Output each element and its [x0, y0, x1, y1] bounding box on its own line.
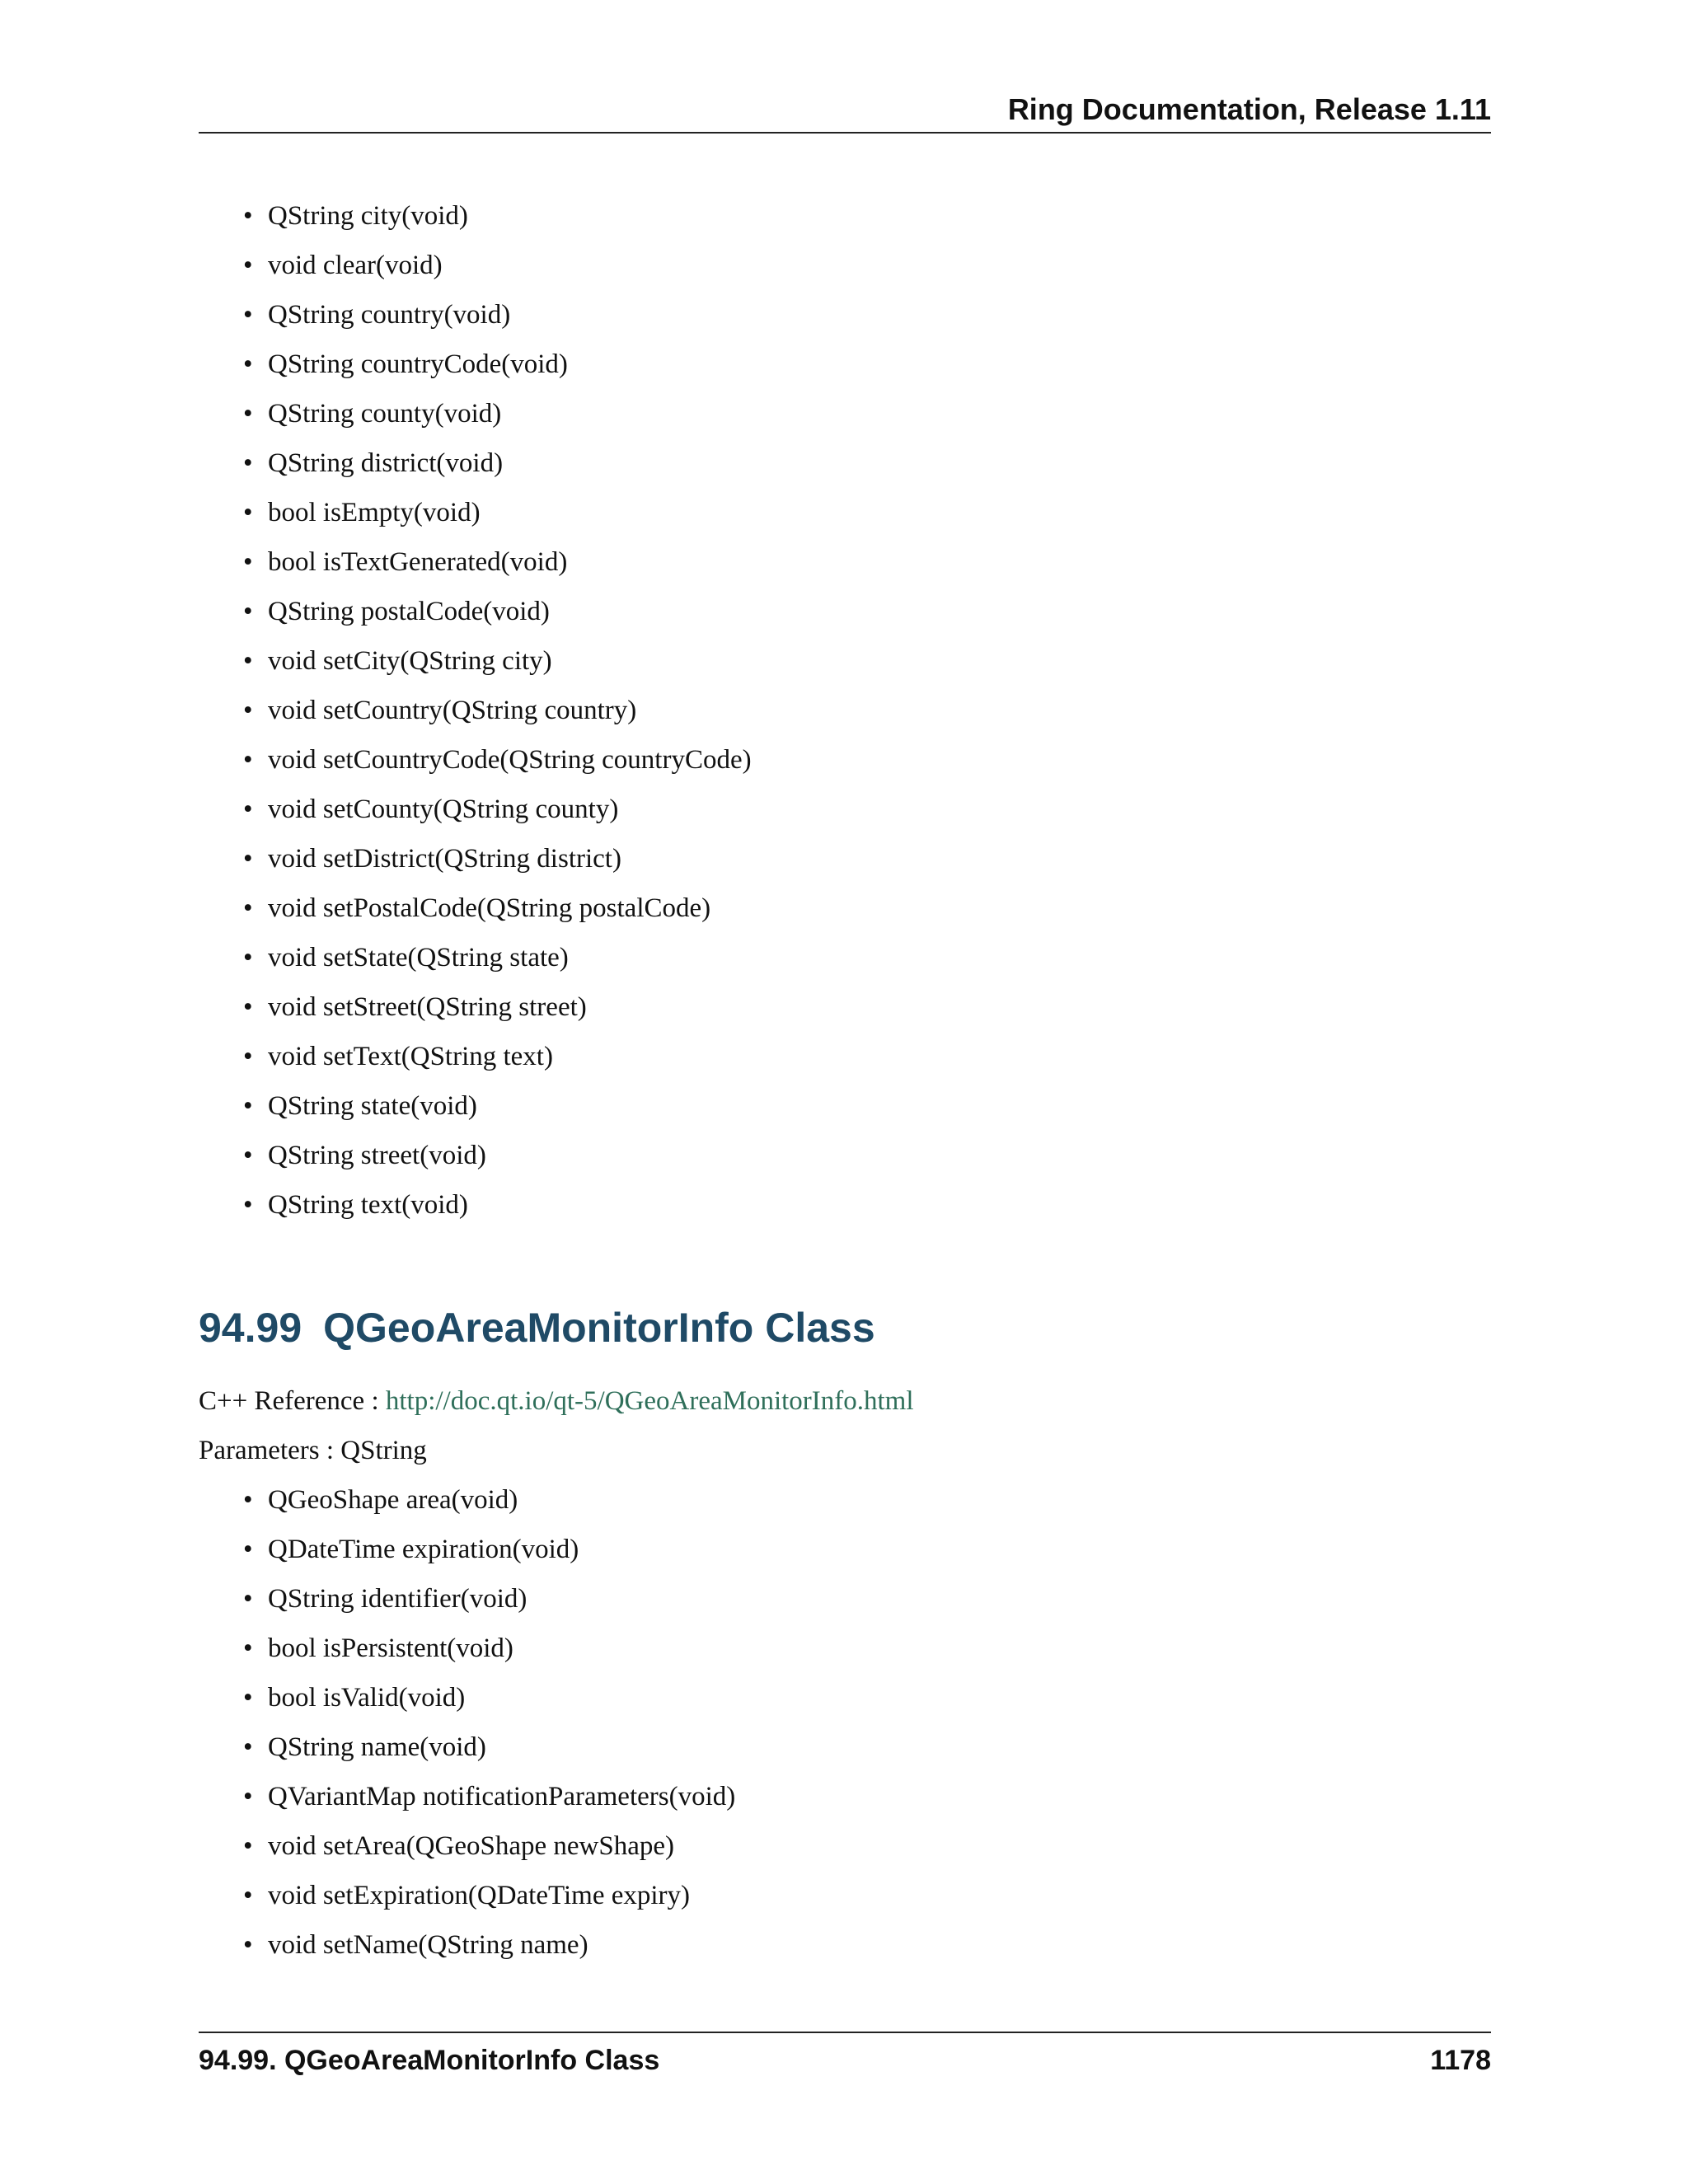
bullet-icon: •	[243, 498, 253, 527]
list-item	[243, 290, 1491, 340]
method-signature: QString postalCode(void)	[268, 597, 550, 626]
list-item	[243, 636, 1491, 686]
method-signature: void setCountryCode(QString countryCode)	[268, 745, 752, 775]
method-signature: QString country(void)	[268, 300, 511, 330]
method-signature: void setStreet(QString street)	[268, 992, 587, 1022]
bullet-icon: •	[243, 1584, 253, 1614]
list-item	[243, 1871, 1491, 1920]
page-header	[199, 91, 1491, 134]
bullet-icon: •	[243, 201, 253, 231]
footer-page-number: 1178	[1430, 2045, 1491, 2076]
method-signature: QString city(void)	[268, 201, 468, 231]
bullet-icon: •	[243, 1831, 253, 1861]
bullet-icon: •	[243, 1535, 253, 1564]
bullet-icon: •	[243, 844, 253, 874]
list-item	[243, 241, 1491, 290]
list-item	[243, 686, 1491, 735]
list-item	[243, 438, 1491, 488]
method-signature: QString identifier(void)	[268, 1584, 528, 1614]
method-signature: QString name(void)	[268, 1732, 486, 1762]
bullet-icon: •	[243, 300, 253, 330]
list-item	[243, 1574, 1491, 1624]
bullet-icon: •	[243, 893, 253, 923]
list-item	[243, 1673, 1491, 1722]
list-item	[243, 1624, 1491, 1673]
list-item	[243, 1131, 1491, 1180]
method-signature: void setPostalCode(QString postalCode)	[268, 893, 711, 923]
method-list-monitor-info	[199, 1475, 1491, 1970]
list-item	[243, 1032, 1491, 1081]
list-item	[243, 1475, 1491, 1525]
list-item	[243, 1180, 1491, 1230]
list-item	[243, 883, 1491, 933]
bullet-icon: •	[243, 1782, 253, 1811]
method-signature: void setName(QString name)	[268, 1930, 588, 1960]
bullet-icon: •	[243, 992, 253, 1022]
bullet-icon: •	[243, 1930, 253, 1960]
method-signature: void setDistrict(QString district)	[268, 844, 621, 874]
method-signature: QString district(void)	[268, 448, 504, 478]
bullet-icon: •	[243, 1091, 253, 1121]
header-title: Ring Documentation, Release 1.11	[1007, 92, 1491, 126]
bullet-icon: •	[243, 1633, 253, 1663]
method-signature: void setText(QString text)	[268, 1042, 553, 1071]
bullet-icon: •	[243, 1190, 253, 1220]
list-item	[243, 191, 1491, 241]
bullet-icon: •	[243, 745, 253, 775]
bullet-icon: •	[243, 448, 253, 478]
bullet-icon: •	[243, 547, 253, 577]
list-item	[243, 488, 1491, 537]
method-signature: QString county(void)	[268, 399, 502, 429]
footer-section-label: 94.99. QGeoAreaMonitorInfo Class	[199, 2045, 660, 2076]
list-item	[243, 1722, 1491, 1772]
method-signature: QGeoShape area(void)	[268, 1485, 518, 1515]
list-item	[243, 1821, 1491, 1871]
bullet-icon: •	[243, 349, 253, 379]
bullet-icon: •	[243, 1732, 253, 1762]
method-signature: QString state(void)	[268, 1091, 477, 1121]
method-signature: QString text(void)	[268, 1190, 468, 1220]
list-item	[243, 982, 1491, 1032]
bullet-icon: •	[243, 794, 253, 824]
method-signature: bool isPersistent(void)	[268, 1633, 513, 1663]
bullet-icon: •	[243, 597, 253, 626]
section-number: 94.99	[199, 1305, 302, 1351]
method-signature: void setCounty(QString county)	[268, 794, 619, 824]
cpp-reference-link[interactable]: http://doc.qt.io/qt-5/QGeoAreaMonitorInfo.html	[385, 1386, 914, 1416]
bullet-icon: •	[243, 943, 253, 972]
page-content	[199, 191, 1491, 1970]
method-list-address	[199, 191, 1491, 1230]
list-item	[243, 933, 1491, 982]
cpp-reference-line	[199, 1376, 1491, 1426]
bullet-icon: •	[243, 696, 253, 725]
bullet-icon: •	[243, 399, 253, 429]
list-item	[243, 389, 1491, 438]
cpp-reference-label: C++ Reference :	[199, 1386, 379, 1416]
method-signature: bool isValid(void)	[268, 1683, 466, 1713]
parameters-value: QString	[340, 1436, 427, 1465]
parameters-line	[199, 1426, 1491, 1475]
list-item	[243, 537, 1491, 587]
method-signature: QString street(void)	[268, 1141, 486, 1170]
list-item	[243, 834, 1491, 883]
method-signature: bool isEmpty(void)	[268, 498, 481, 527]
list-item	[243, 340, 1491, 389]
list-item	[243, 735, 1491, 785]
method-signature: bool isTextGenerated(void)	[268, 547, 568, 577]
bullet-icon: •	[243, 251, 253, 280]
method-signature: void clear(void)	[268, 251, 443, 280]
list-item	[243, 1920, 1491, 1970]
list-item	[243, 587, 1491, 636]
section-heading	[199, 1279, 1491, 1376]
method-signature: QDateTime expiration(void)	[268, 1535, 579, 1564]
method-signature: QString countryCode(void)	[268, 349, 568, 379]
method-signature: void setState(QString state)	[268, 943, 569, 972]
bullet-icon: •	[243, 1485, 253, 1515]
list-item	[243, 785, 1491, 834]
list-item	[243, 1525, 1491, 1574]
method-signature: void setCity(QString city)	[268, 646, 552, 676]
method-signature: void setExpiration(QDateTime expiry)	[268, 1881, 691, 1910]
method-signature: void setArea(QGeoShape newShape)	[268, 1831, 675, 1861]
method-signature: QVariantMap notificationParameters(void)	[268, 1782, 736, 1811]
parameters-label: Parameters :	[199, 1436, 335, 1465]
section-title-text: QGeoAreaMonitorInfo Class	[323, 1305, 875, 1351]
bullet-icon: •	[243, 646, 253, 676]
bullet-icon: •	[243, 1683, 253, 1713]
bullet-icon: •	[243, 1141, 253, 1170]
list-item	[243, 1081, 1491, 1131]
list-item	[243, 1772, 1491, 1821]
method-signature: void setCountry(QString country)	[268, 696, 637, 725]
page-footer	[199, 2032, 1491, 2083]
bullet-icon: •	[243, 1881, 253, 1910]
bullet-icon: •	[243, 1042, 253, 1071]
